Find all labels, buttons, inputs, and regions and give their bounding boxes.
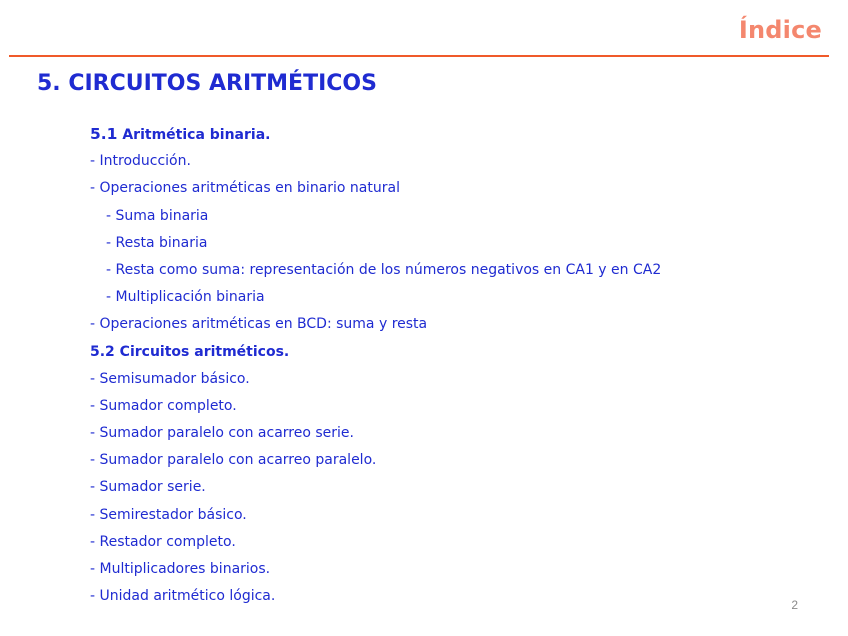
page-number: 2 [791,598,798,612]
section-title: Aritmética binaria. [117,127,271,143]
toc-item-operaciones-binario[interactable]: - Operaciones aritméticas en binario natural [90,180,400,197]
toc-subitem-suma-binaria[interactable]: - Suma binaria [106,207,209,224]
toc-item-multiplicadores[interactable]: - Multiplicadores binarios. [90,561,271,577]
toc-item-operaciones-bcd[interactable]: - Operaciones aritméticas en BCD: suma y resta [90,316,428,333]
section-heading-5-1[interactable] [90,121,661,148]
toc-subitem-resta-binaria[interactable]: - Resta binaria [106,234,208,251]
section-number: 5.1 [90,125,118,143]
header-divider [9,55,829,57]
toc-subitem-resta-como-suma[interactable]: - Resta como suma: representación de los números negativos en CA1 y en CA2 [106,261,662,278]
section-number: 5.2 [90,343,115,360]
section-title: Circuitos aritméticos. [114,343,290,360]
toc-item-semirestador[interactable]: - Semirestador básico. [90,506,247,523]
toc-item-sumador-serie[interactable]: - Sumador serie. [90,479,206,496]
toc-item-semisumador[interactable]: - Semisumador básico. [90,370,250,387]
toc-subitem-multiplicacion-binaria[interactable]: - Multiplicación binaria [106,289,265,306]
toc-item-sumador-completo[interactable]: - Sumador completo. [90,397,237,414]
slide-title: 5. CIRCUITOS ARITMÉTICOS [37,71,377,96]
table-of-contents [90,121,661,610]
toc-item-sumador-paralelo-serie[interactable]: - Sumador paralelo con acarreo serie. [90,425,354,442]
toc-item-sumador-paralelo-paralelo[interactable]: - Sumador paralelo con acarreo paralelo. [90,452,377,469]
index-header-label: Índice [738,16,822,44]
toc-item-restador-completo[interactable]: - Restador completo. [90,533,236,550]
toc-item-introduccion[interactable]: - Introducción. [90,153,191,170]
toc-item-unidad-aritmetico-logica[interactable]: - Unidad aritmético lógica. [90,588,276,605]
section-heading-5-2[interactable] [90,339,661,366]
